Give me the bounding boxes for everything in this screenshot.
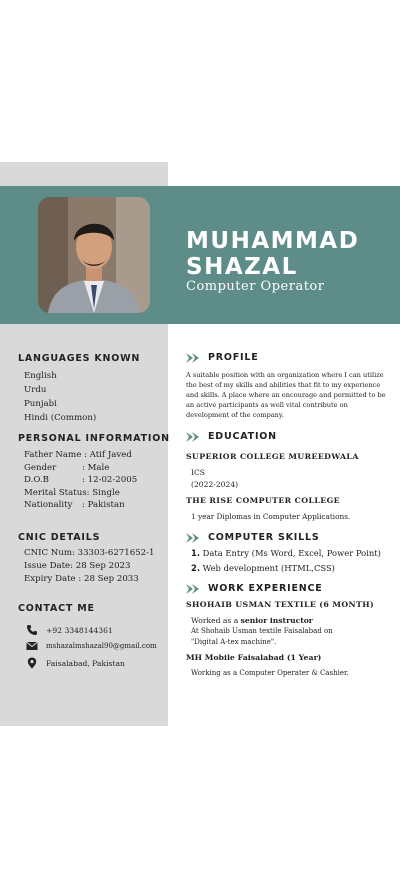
language-item: Punjabi	[24, 399, 57, 409]
gender-row: Gender : Male	[24, 462, 110, 473]
languages-heading: LANGUAGES KNOWN	[18, 353, 141, 364]
cnic-expiry-date: Expiry Date : 28 Sep 2033	[24, 574, 139, 584]
email-address: mshazalmshazal90@gmail.com	[46, 642, 157, 650]
school-superior-college: SUPERIOR COLLEGE MUREEDWALA	[186, 452, 359, 461]
experience-heading: WORK EXPERIENCE	[186, 583, 323, 594]
nationality-row: Nationality : Pakistan	[24, 500, 125, 510]
cnic-issue-date: Issue Date: 28 Sep 2023	[24, 561, 131, 571]
job1-location: At Shohaib Usman textile Faisalabad on	[191, 627, 333, 635]
degree-ics: ICS	[191, 468, 206, 477]
chevron-right-icon	[186, 584, 200, 594]
profile-text: A suitable position with an organization where I can utilize the best of my skills and abilities that fit to my experience and skills. A place where an encourage and permitted to be an active participants as well vital contribute on development of the company.	[186, 371, 386, 419]
skill-item: 1. Data Entry (Ms Word, Excel, Power Point)	[191, 548, 381, 558]
mail-icon	[26, 640, 38, 652]
candidate-name	[186, 228, 359, 280]
cnic-heading: CNIC DETAILS	[18, 532, 101, 543]
languages-list	[24, 369, 96, 425]
job-mh-mobile: MH Mobile Faisalabad (1 Year)	[186, 653, 322, 662]
father-name: Father Name : Atif Javed	[24, 450, 132, 460]
first-name: MUHAMMAD	[186, 228, 360, 254]
job-title: Computer Operator	[186, 279, 325, 294]
language-item: English	[24, 371, 57, 381]
diploma-line: 1 year Diplomas in Computer Applications.	[191, 512, 351, 521]
location-pin-icon	[26, 657, 38, 669]
address: Faisalabad, Pakistan	[46, 658, 125, 668]
job1-role-line: Worked as a senior instructor	[191, 616, 313, 625]
last-name: SHAZAL	[186, 254, 298, 280]
contact-heading: CONTACT ME	[18, 603, 95, 614]
language-item: Urdu	[24, 385, 47, 395]
skills-heading: COMPUTER SKILLS	[186, 532, 319, 543]
chevron-right-icon	[186, 432, 200, 442]
personal-info-heading: PERSONAL INFORMATION	[18, 433, 170, 444]
chevron-right-icon	[186, 353, 200, 363]
profile-photo	[38, 197, 150, 313]
school-rise-college: THE RISE COMPUTER COLLEGE	[186, 496, 340, 505]
contact-email	[26, 640, 157, 652]
degree-years: (2022-2024)	[191, 480, 239, 489]
job2-description: Working as a Computer Operater & Cashier.	[191, 669, 349, 677]
cnic-number: CNIC Num: 33303-6271652-1	[24, 548, 155, 558]
job-shohaib-usman: SHOHAIB USMAN TEXTILE (6 MONTH)	[186, 600, 375, 609]
chevron-right-icon	[186, 533, 200, 543]
phone-icon	[26, 624, 38, 636]
education-heading: EDUCATION	[186, 431, 277, 442]
profile-heading: PROFILE	[186, 352, 259, 363]
job1-machine: "Digital A-tex machine".	[191, 638, 277, 646]
phone-number: +92 3348144361	[46, 625, 113, 635]
dob-row: D.O.B : 12-02-2005	[24, 475, 138, 485]
skill-item: 2. Web development (HTML,CSS)	[191, 563, 335, 573]
job1-role: senior instructor	[240, 616, 313, 625]
marital-status: Merital Status: Single	[24, 487, 120, 498]
personal-info-list	[24, 449, 137, 512]
cnic-list	[24, 547, 155, 586]
contact-address	[26, 657, 125, 669]
contact-phone	[26, 624, 113, 636]
language-item: Hindi (Common)	[24, 413, 97, 423]
